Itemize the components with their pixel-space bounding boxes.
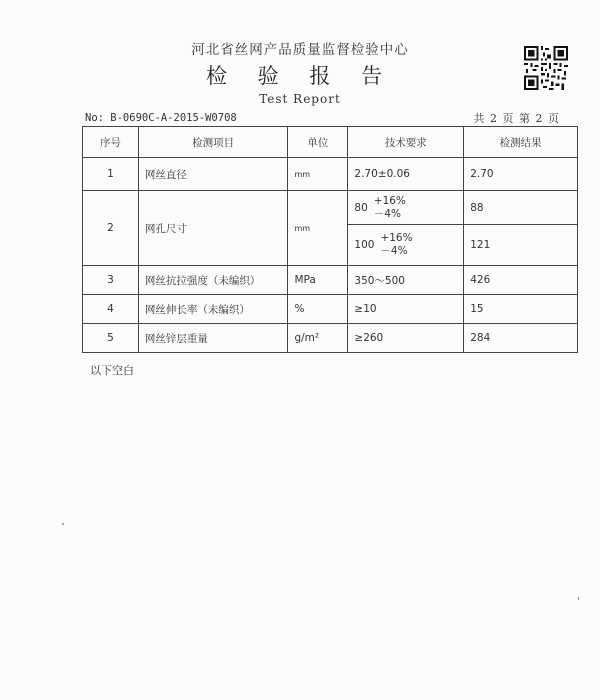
cell-requirement: 350～500 (348, 266, 464, 295)
cell-item: 网丝伸长率（未编织） (138, 295, 288, 324)
report-title: 检 验 报 告 (205, 64, 395, 88)
header-requirement: 技术要求 (348, 127, 464, 158)
blank-below-note: 以下空白 (90, 364, 134, 377)
tolerance-plus: +16% (373, 194, 406, 207)
table-row (83, 266, 578, 295)
cell-item: 网孔尺寸 (138, 191, 288, 266)
header-result: 检测结果 (464, 127, 578, 158)
cell-result: 15 (464, 295, 578, 324)
cell-unit: MPa (288, 266, 348, 295)
cell-unit: mm (288, 158, 348, 191)
cell-item: 网丝锌层重量 (138, 324, 288, 353)
scan-speck (578, 597, 579, 600)
report-number: No: B-0690C-A-2015-W0708 (85, 112, 237, 124)
header-unit: 单位 (288, 127, 348, 158)
tolerance-base: 100 (354, 239, 375, 251)
tolerance-minus: －4% (373, 207, 401, 220)
cell-seq: 1 (83, 158, 139, 191)
cell-result: 121 (464, 225, 578, 266)
cell-result: 426 (464, 266, 578, 295)
cell-seq: 4 (83, 295, 139, 324)
tolerance-plus: +16% (380, 232, 413, 244)
cell-seq: 3 (83, 266, 139, 295)
header-item: 检测项目 (138, 127, 288, 158)
tolerance (354, 232, 412, 258)
tolerance (354, 195, 406, 221)
cell-item: 网丝直径 (138, 158, 288, 191)
cell-requirement: ≥260 (348, 324, 464, 353)
results-table (82, 126, 578, 353)
tolerance-base: 80 (354, 201, 368, 214)
cell-seq: 5 (83, 324, 139, 353)
table-row (83, 295, 578, 324)
organization-name: 河北省丝网产品质量监督检验中心 (191, 42, 409, 58)
table-row (83, 324, 578, 353)
report-subtitle: Test Report (259, 92, 341, 106)
tolerance-minus: －4% (380, 245, 408, 257)
cell-unit: % (288, 295, 348, 324)
cell-unit: mm (288, 191, 348, 266)
cell-requirement (348, 225, 464, 266)
cell-result: 88 (464, 191, 578, 225)
page-info: 共 2 页 第 2 页 (473, 112, 560, 125)
header-seq: 序号 (83, 127, 139, 158)
tolerance-range (380, 232, 412, 258)
cell-result: 2.70 (464, 158, 578, 191)
scan-speck (62, 523, 64, 525)
cell-requirement: 2.70±0.06 (348, 158, 464, 191)
tolerance-range (374, 195, 406, 221)
table-row (83, 158, 578, 191)
cell-result: 284 (464, 324, 578, 353)
cell-requirement (348, 191, 464, 225)
cell-unit: g/m² (288, 324, 348, 353)
table-row (83, 191, 578, 225)
cell-seq: 2 (83, 191, 139, 266)
table-header-row (83, 127, 578, 158)
cell-requirement: ≥10 (348, 295, 464, 324)
qr-code-icon (524, 46, 568, 90)
cell-item: 网丝抗拉强度（未编织） (138, 266, 288, 295)
